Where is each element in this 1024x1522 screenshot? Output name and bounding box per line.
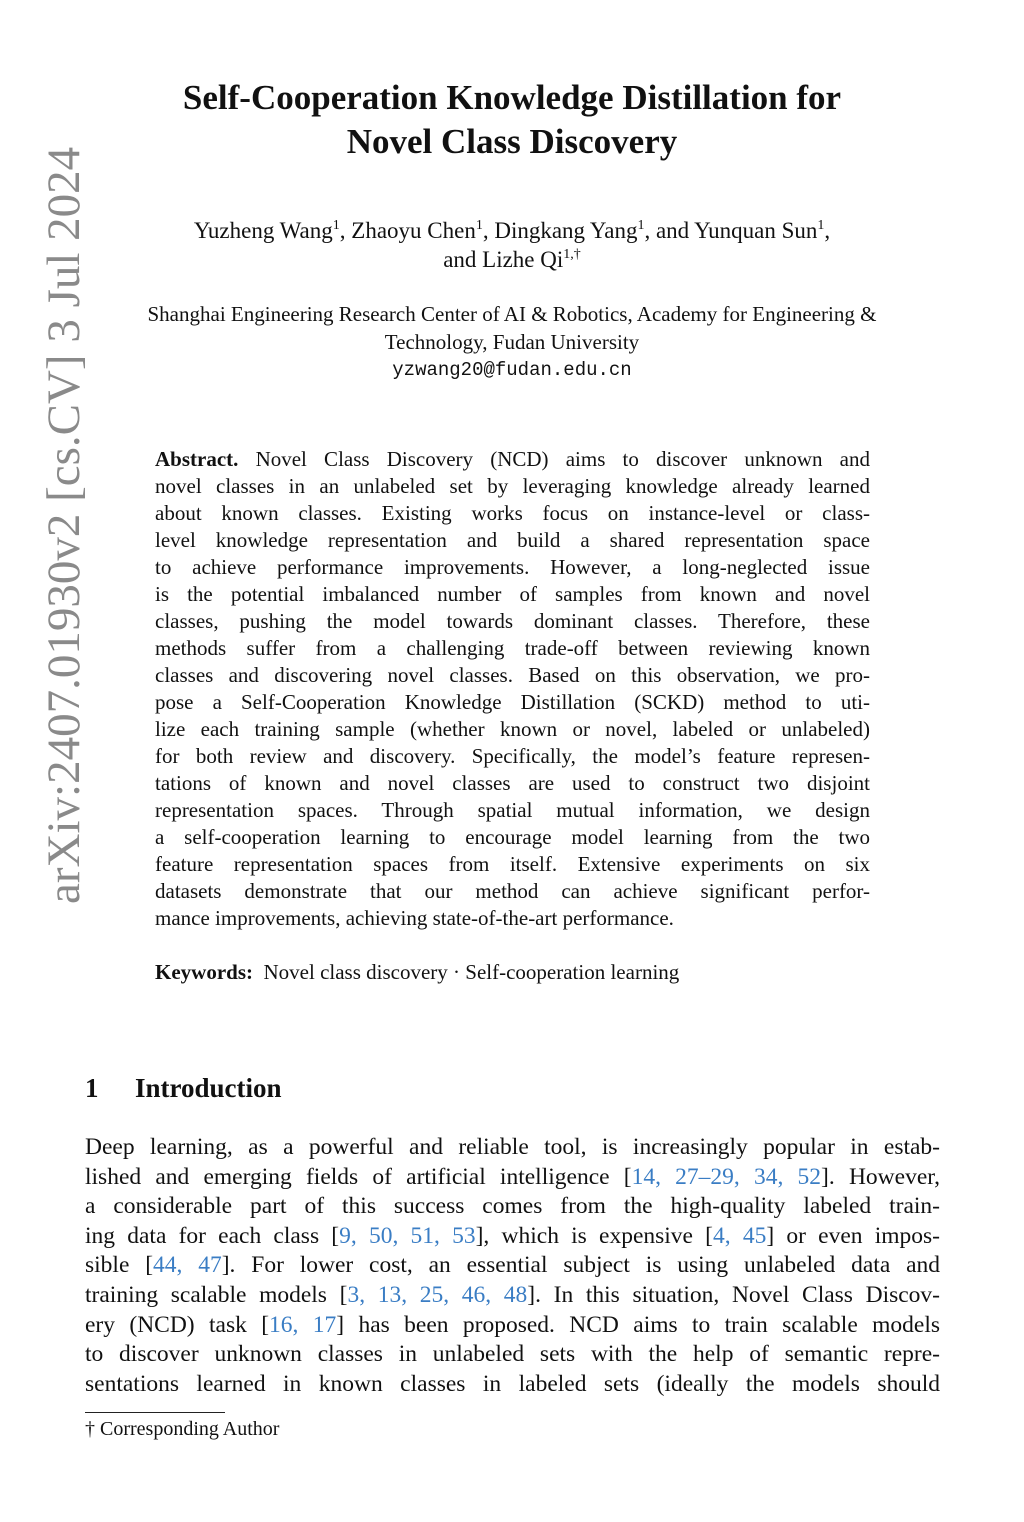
arxiv-identifier-sidebar: arXiv:2407.01930v2 [cs.CV] 3 Jul 2024 <box>38 146 90 904</box>
author-affiliation-mark: 1 <box>332 218 340 233</box>
author-name: Dingkang Yang <box>494 218 638 243</box>
text-line: ing data for each class [9, 50, 51, 53], which is expensive [4, 45] or even impos- <box>85 1222 940 1249</box>
text-line: sentations learned in known classes in labeled sets (ideally the models should <box>85 1370 940 1397</box>
abstract-line: a self-cooperation learning to encourage model learning from the two <box>155 825 870 849</box>
citation-link[interactable]: 16, 17 <box>269 1311 337 1338</box>
abstract-line: tations of known and novel classes are used to construct two disjoint <box>155 771 870 795</box>
keywords-label: Keywords: <box>155 960 253 984</box>
abstract-label: Abstract. <box>155 447 239 471</box>
abstract-line: to achieve performance improvements. However, a long-neglected issue <box>155 555 870 579</box>
abstract-line: Abstract. Novel Class Discovery (NCD) aims to discover unknown and <box>155 447 870 471</box>
text-line: ery (NCD) task [16, 17] has been proposed. NCD aims to train scalable models <box>85 1311 940 1338</box>
abstract-line: lize each training sample (whether known or novel, labeled or unlabeled) <box>155 717 870 741</box>
authors-line <box>0 245 1024 274</box>
author-affiliation-mark: 1 <box>475 218 483 233</box>
introduction-body <box>85 1133 940 1399</box>
abstract-line: datasets demonstrate that our method can achieve significant perfor- <box>155 879 870 903</box>
citation-link[interactable]: 14, 27–29, 34, 52 <box>631 1163 822 1190</box>
text-line: a considerable part of this success comes from the high-quality labeled train- <box>85 1193 940 1220</box>
abstract-line: for both review and discovery. Specifically, the model’s feature represen- <box>155 744 870 768</box>
abstract-line: feature representation spaces from itself. Extensive experiments on six <box>155 852 870 876</box>
affiliation-line: Technology, Fudan University <box>384 330 640 354</box>
author-name: Yuzheng Wang <box>193 218 333 243</box>
paper-title <box>0 76 1024 164</box>
abstract-line: classes, pushing the model towards dominant classes. Therefore, these <box>155 609 870 633</box>
citation-link[interactable]: 44, 47 <box>153 1252 222 1279</box>
text-line: sible [44, 47]. For lower cost, an essential subject is using unlabeled data and <box>85 1252 941 1279</box>
authors <box>0 216 1024 274</box>
abstract-line: is the potential imbalanced number of samples from known and novel <box>155 582 870 606</box>
footnote-rule <box>85 1412 225 1413</box>
abstract-line: representation spaces. Through spatial mutual information, we design <box>155 798 870 822</box>
abstract-line: methods suffer from a challenging trade-off between reviewing known <box>155 636 870 660</box>
text-line: to discover unknown classes in unlabeled sets with the help of semantic repre- <box>85 1341 940 1368</box>
author-email[interactable]: yzwang20@fudan.edu.cn <box>392 359 632 381</box>
abstract <box>155 446 870 932</box>
section-heading <box>85 1073 282 1104</box>
abstract-line: classes and discovering novel classes. Based on this observation, we pro- <box>155 663 870 687</box>
affiliation-line: Shanghai Engineering Research Center of AI & Robotics, Academy for Engineering & <box>147 302 877 326</box>
abstract-line: about known classes. Existing works focus on instance-level or class- <box>155 501 870 525</box>
abstract-line: level knowledge representation and build a shared representation space <box>155 528 870 552</box>
abstract-line: mance improvements, achieving state-of-the-art performance. <box>155 906 674 930</box>
citation-link[interactable]: 9, 50, 51, 53 <box>339 1222 476 1249</box>
author-affiliation-mark: 1,† <box>563 247 581 262</box>
author-name: Yunquan Sun <box>694 218 818 243</box>
keywords <box>155 960 679 985</box>
section-title: Introduction <box>135 1073 282 1103</box>
footnote: † Corresponding Author <box>85 1418 280 1440</box>
author-name: and Lizhe Qi <box>443 247 564 272</box>
text-line: Deep learning, as a powerful and reliable tool, is increasingly popular in estab- <box>85 1134 940 1160</box>
keywords-text: Novel class discovery · Self-cooperation learning <box>263 960 680 984</box>
text-line: lished and emerging fields of artificial intelligence [14, 27–29, 34, 52]. However, <box>85 1163 941 1190</box>
authors-line: Yuzheng Wang$^1$, Zhaoyu Chen$^1$, Dingkang Yang$^1$, and Yunquan Sun$^1$, <box>193 218 831 243</box>
author-affiliation-mark: 1 <box>817 218 825 233</box>
citation-link[interactable]: 4, 45 <box>713 1222 767 1249</box>
affiliation <box>0 300 1024 384</box>
title-line: Self-Cooperation Knowledge Distillation for <box>182 78 842 117</box>
text-line: training scalable models [3, 13, 25, 46, 48]. In this situation, Novel Class Discov- <box>85 1281 941 1308</box>
author-affiliation-mark: 1 <box>637 218 645 233</box>
abstract-line: pose a Self-Cooperation Knowledge Distillation (SCKD) method to uti- <box>155 690 870 714</box>
title-line: Novel Class Discovery <box>346 122 678 161</box>
abstract-line: novel classes in an unlabeled set by leveraging knowledge already learned <box>155 474 870 498</box>
section-number: 1 <box>85 1073 99 1103</box>
author-name: Zhaoyu Chen <box>351 218 476 243</box>
citation-link[interactable]: 3, 13, 25, 46, 48 <box>347 1281 528 1308</box>
